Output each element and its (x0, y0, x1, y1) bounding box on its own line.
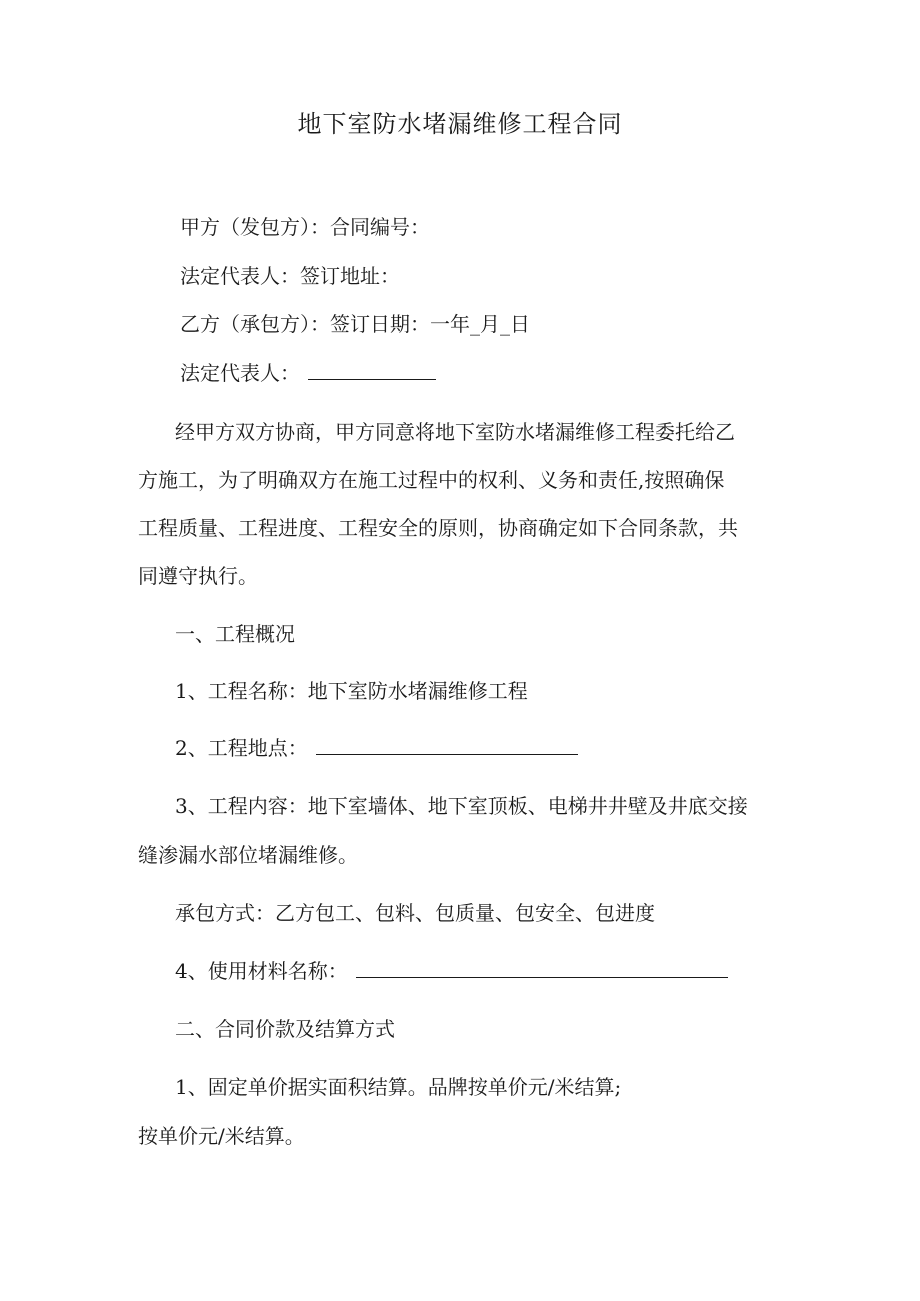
materials-line (175, 956, 728, 986)
project-location-blank (316, 734, 578, 755)
intro-paragraph-line-2: 方施工，为了明确双方在施工过程中的权利、义务和责任,按照确保 (138, 468, 725, 492)
unit-price-line-2: 按单价元/米结算。 (138, 1124, 305, 1148)
project-location-label: 2、工程地点： (175, 736, 308, 760)
party-b-line: 乙方（承包方）：签订日期：一年_月_日 (180, 312, 530, 336)
intro-paragraph-line-1: 经甲方双方协商，甲方同意将地下室防水堵漏维修工程委托给乙 (175, 420, 735, 444)
project-name-line: 1、工程名称：地下室防水堵漏维修工程 (175, 679, 528, 703)
project-location-line (175, 733, 578, 763)
project-content-line-1: 3、工程内容：地下室墙体、地下室顶板、电梯井井壁及井底交接 (175, 794, 748, 818)
materials-blank (356, 957, 728, 978)
document-title: 地下室防水堵漏维修工程合同 (297, 110, 623, 138)
intro-paragraph-line-3: 工程质量、工程进度、工程安全的原则，协商确定如下合同条款，共 (138, 516, 738, 540)
legal-rep-label: 法定代表人： (180, 361, 300, 385)
intro-paragraph-line-4: 同遵守执行。 (138, 564, 258, 588)
legal-rep-blank (308, 359, 436, 380)
section-2-heading: 二、合同价款及结算方式 (175, 1017, 395, 1041)
contract-mode-line: 承包方式：乙方包工、包料、包质量、包安全、包进度 (175, 901, 655, 925)
project-content-line-2: 缝渗漏水部位堵漏维修。 (138, 843, 358, 867)
unit-price-line-1: 1、固定单价据实面积结算。品牌按单价元/米结算; (175, 1075, 622, 1099)
legal-rep-line-2 (180, 358, 436, 388)
party-a-line: 甲方（发包方）：合同编号： (180, 215, 430, 239)
section-1-heading: 一、工程概况 (175, 622, 295, 646)
legal-rep-line-1: 法定代表人：签订地址： (180, 264, 400, 288)
materials-label: 4、使用材料名称： (175, 959, 348, 983)
